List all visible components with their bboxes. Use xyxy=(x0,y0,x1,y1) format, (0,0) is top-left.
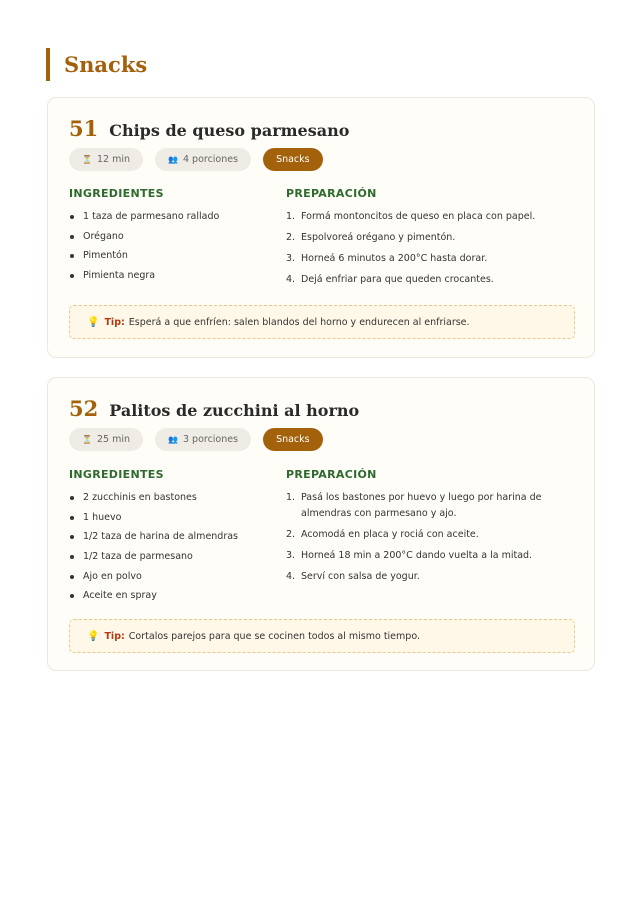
servings-chip xyxy=(155,148,251,171)
category-badge: Snacks xyxy=(263,148,323,171)
section-title: Snacks xyxy=(46,48,147,81)
ingredients-list xyxy=(69,488,238,606)
tip-text: Cortalos parejos para que se cocinen todos al mismo tiempo. xyxy=(128,630,420,642)
step-text: Acomodá en placa y rociá con aceite. xyxy=(301,529,479,540)
recipe-title: Palitos de zucchini al horno xyxy=(109,401,360,420)
step-number: 3. xyxy=(286,550,296,561)
list-item: 1 taza de parmesano rallado xyxy=(69,207,219,227)
list-item: Pimienta negra xyxy=(69,266,219,286)
people-icon: 👥 xyxy=(168,155,178,164)
steps-list xyxy=(286,490,576,590)
tip-text: Esperá a que enfríen: salen blandos del horno y endurecen al enfriarse. xyxy=(128,316,470,328)
step-number: 2. xyxy=(286,232,296,243)
time-chip xyxy=(69,428,143,451)
step-text: Horneá 6 minutos a 200°C hasta dorar. xyxy=(301,253,488,264)
time-value: 12 min xyxy=(96,154,130,165)
time-chip xyxy=(69,148,143,171)
servings-chip xyxy=(155,428,251,451)
step-text: Dejá enfriar para que queden crocantes. xyxy=(301,274,494,285)
step-text: Formá montoncitos de queso en placa con papel. xyxy=(301,211,536,222)
tip-box xyxy=(69,305,575,339)
recipe-meta xyxy=(69,428,323,451)
list-item: 1/2 taza de harina de almendras xyxy=(69,527,238,547)
recipe-header xyxy=(69,116,349,141)
ingredients-heading: INGREDIENTES xyxy=(69,468,164,481)
list-item: Orégano xyxy=(69,227,219,247)
step-number: 1. xyxy=(286,492,296,503)
step-item xyxy=(286,548,576,564)
step-text: Espolvoreá orégano y pimentón. xyxy=(301,232,456,243)
step-item xyxy=(286,251,576,267)
lightbulb-icon: 💡 xyxy=(87,316,100,328)
recipe-title: Chips de queso parmesano xyxy=(109,121,350,140)
list-item: 1 huevo xyxy=(69,508,238,528)
tip-label: Tip: xyxy=(104,316,125,328)
step-item xyxy=(286,569,576,585)
ingredients-list xyxy=(69,207,219,286)
list-item: 2 zucchinis en bastones xyxy=(69,488,238,508)
preparation-heading: PREPARACIÓN xyxy=(286,468,377,481)
lightbulb-icon: 💡 xyxy=(87,630,100,642)
ingredients-heading: INGREDIENTES xyxy=(69,187,164,200)
list-item: 1/2 taza de parmesano xyxy=(69,547,238,567)
recipe-number: 51 xyxy=(69,116,99,141)
step-number: 4. xyxy=(286,274,296,285)
timer-icon: ⏳ xyxy=(82,155,92,164)
step-number: 4. xyxy=(286,571,296,582)
tip-label: Tip: xyxy=(104,630,125,642)
recipe-card xyxy=(47,377,595,671)
time-value: 25 min xyxy=(96,434,130,445)
recipe-number: 52 xyxy=(69,396,99,421)
recipe-header xyxy=(69,396,359,421)
step-item xyxy=(286,490,576,522)
list-item: Ajo en polvo xyxy=(69,567,238,587)
step-number: 1. xyxy=(286,211,296,222)
list-item: Pimentón xyxy=(69,246,219,266)
step-item xyxy=(286,527,576,543)
preparation-heading: PREPARACIÓN xyxy=(286,187,377,200)
servings-value: 3 porciones xyxy=(182,434,239,445)
tip-box xyxy=(69,619,575,653)
servings-value: 4 porciones xyxy=(182,154,239,165)
step-text: Horneá 18 min a 200°C dando vuelta a la mitad. xyxy=(301,550,533,561)
category-badge: Snacks xyxy=(263,428,323,451)
step-text: Serví con salsa de yogur. xyxy=(301,571,420,582)
people-icon: 👥 xyxy=(168,435,178,444)
step-number: 2. xyxy=(286,529,296,540)
step-item xyxy=(286,230,576,246)
step-number: 3. xyxy=(286,253,296,264)
step-item xyxy=(286,272,576,288)
step-text: Pasá los bastones por huevo y luego por harina de almendras con parmesano y ajo. xyxy=(301,492,542,519)
steps-list xyxy=(286,209,576,293)
step-item xyxy=(286,209,576,225)
recipe-card xyxy=(47,97,595,358)
recipe-meta xyxy=(69,148,323,171)
timer-icon: ⏳ xyxy=(82,435,92,444)
list-item: Aceite en spray xyxy=(69,586,238,606)
